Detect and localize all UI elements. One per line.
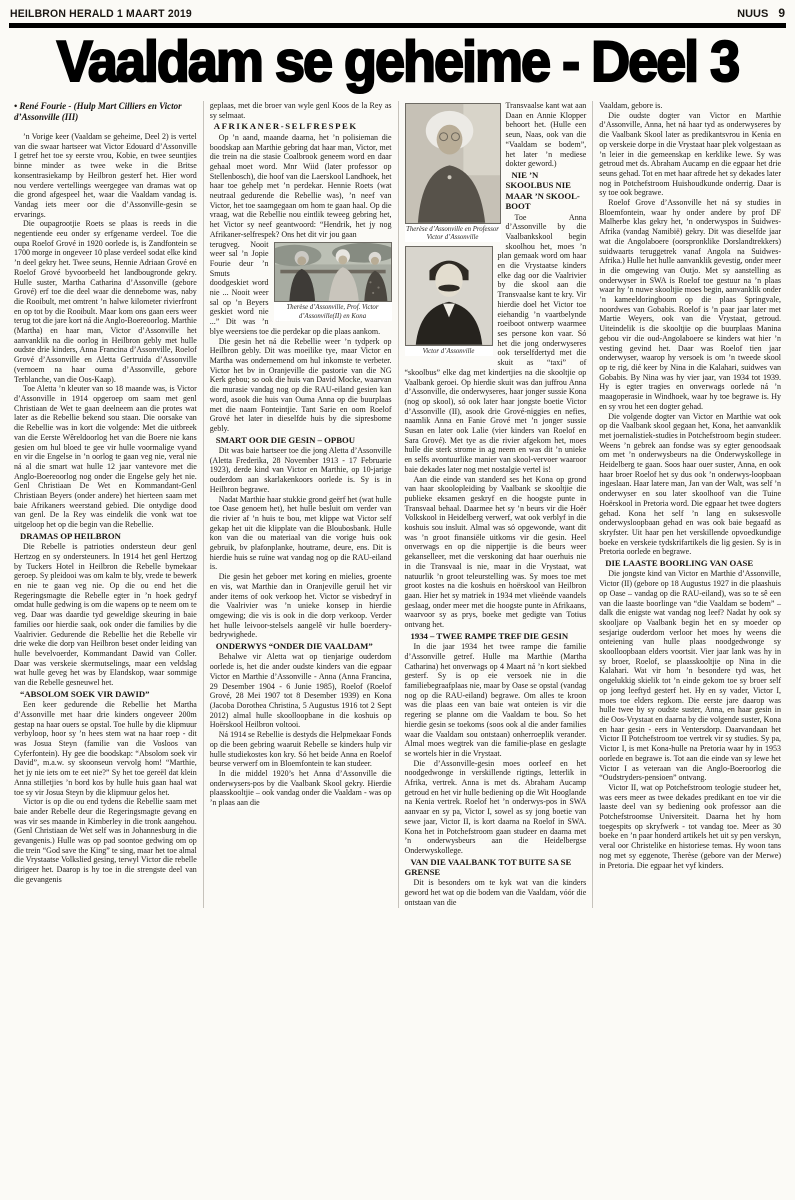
subheading-1934-twee-rampe: 1934 – TWEE RAMPE TREF DIE GESIN <box>410 630 569 641</box>
photo-caption: Therèse d’Assonville en Professor Victor d’Assonville <box>406 225 499 241</box>
photo-caption: Victor d’Assonville <box>422 347 475 355</box>
paragraph: Victor is op die ou end tydens die Rebellie saam met baie ander Rebelle deur die Regeringsmagte gevang en was vir ses maande in Kimberley in die tronk aangehou. (Genl Christiaan de Wet self was in Johannesburg in die gevangenis.) Hulle was op pad soontoe gedwing om op die trein “God save the King” te sing, maar het toe almal die Vrystaatse Volkslied gesing, terwyl Victor die rebelle dirigeer het. Daarop is hy toe in die strengste deel van die gevangenis <box>14 797 197 884</box>
paragraph: ’n Vorige keer (Vaaldam se geheime, Deel 2) is vertel van die swaar hartseer wat Victor Edouard d’Assonville I getref het toe sy eerste vrou, Kobie, en twee seuntjies binne minder as twee weke in die Britse konsentrasiekamp by Heilbron gesterf het. Hier word nou verdere vertellings weergegee van dramas wat op die grond afgespeel het, waar die Vaaldam vandag is. Vandag iets meer oor die d’Assonville-gesin se ervarings. <box>14 132 197 219</box>
masthead-right <box>737 6 785 20</box>
masthead-rule <box>9 23 786 28</box>
subheading-onderwys-onder-die-vaaldam: ONDERWYS “ONDER DIE VAALDAM” <box>215 641 373 652</box>
paragraph: Vaaldam, gebore is. <box>599 101 663 110</box>
photo-victor-portrait <box>405 246 493 356</box>
masthead-section: NUUS <box>737 8 769 20</box>
paragraph: Toe Anna d’Assonville by die Vaalbankskool begin skoolhou het, moes ’n plan gemaak word om haar en die Vrystaatse kinders elke dag oor die Vaalrivier by die skool aan die Transvaalse kant te kry. Vir hierdie doel het Victor toe eiehandig ’n vaartbelynde roeiboot ontwerp waarmee ses persone kon vaar. Só het die jong onderwyseres ook terselfdertyd met die skuit as “taxi” of “skoolbus” elke dag met kindertjies na die skooltjie op Vaalbank geroei. Op hierdie skuit was dan juffrou Anna d’Assonville, die onderwyseres, haar jonger sussie Kona (nog op skool), só ook later haar jongste boetie Victor d’Assonville (II), asook drie Grové-niggies en nefies, naamlik Anna en Fanie Grové met ’n jonger sussie Susan en later ook Lalie (vier kinders van Roelof en Sara Grové). Met tye as die rivier afgekom het, moes hulle die sterk strome in ag neem en was dit ’n unieke en selfs avontuurlike manier van skool-vervoer waaroor baie dekades later nog met nostalgie vertel is! <box>404 212 587 474</box>
paragraph: Een keer gedurende die Rebellie het Martha d’Assonville met haar drie kinders ongeveer 200m gestap na haar ouers se opstal. Toe hulle by die klipmuur verbyloop, hoor sy ’n hees stem wat na haar roep - dit was Josua Steyn (familie van die Vosloos van Cyferfontein). Hy gee die boodskap: “Absolom soek vir David”, m.a.w. sy skoonseun vervolg hom! “Marthie, het jy nie iets om te eet nie?” Sy het toe gereël dat klein Anna stilletjies ’n bord kos by hulle huis gaan haal wat toe sy vir Josua Steyn by die klipmuur gelos het. <box>14 700 197 797</box>
column-3 <box>398 101 593 908</box>
column-2 <box>203 101 398 908</box>
photo-victor-portrait-image <box>405 246 493 346</box>
subheading-van-die-vaalbank: VAN DIE VAALBANK TOT BUITE SA SE GRENSE <box>404 856 572 878</box>
paragraph: Ná 1914 se Rebellie is destyds die Helpmekaar Fonds op die been gebring waaruit Rebelle se kinders hulp vir hulle studiekostes kon kry. Só het beide Anna en Roelof beurse verwerf om in Bloemfontein te kan studeer. <box>209 730 392 769</box>
photo-therese-and-professor-image <box>405 103 501 224</box>
paragraph: Victor II, wat op Potchefstroom teologie studeer het, was eers meer as twee dekades predikant en toe vir die laaste deel van sy bediening ook professor aan die Potchefstroomse Universiteit. Daarna het hy hom toegespits op skryfwerk - tot vandag toe. Meer as 30 boeke en ’n paar honderd artikels het uit sy pen verskyn, veral oor Christelike en historiese temas. Hy woon tans nog met sy eggenote, Therèse (gebore van der Merwe) in Pretoria. Die egpaar het vyf kinders. <box>599 782 781 870</box>
subheading-die-laaste-boorling: DIE LAASTE BOORLING VAN OASE <box>605 558 754 569</box>
masthead-page-number: 9 <box>778 6 785 20</box>
masthead-title: HEILBRON HERALD 1 MAART 2019 <box>10 8 192 20</box>
paragraph: Roelof Grove d’Assonville het ná sy studies in Bloemfontein, waar hy onder andere by prof DF Malherbe klas gekry het, ’n onderwyspos in Suidwes-Afrika (vandag Namibië) gekry. Dit was dieselfde jaar wat die Angolaboere (oorspronklike Dorslandtrekkers) suidwaarts teruggetrek vanaf Angola na Suidwes-Afrika.) Hulle het hulle aanvanklik gevestig, onder meer in die omgewing van Outjo. Met sy aanstelling as onderwyser in SWA is Roelof toe gestuur na ’n plaas waar hy ’n nuwe skooltjie moes begin, aanvanklik onder ’n kameeldoringboom op die plaas Springvale, noordwes van Gobabis. Roelof is ’n paar jaar later met Martie Weyers, ook van die Vrystaat, getroud. Uiteindelik is die skooltjie op die buurplaas Manina gebou vir die oud-Angolaboere se kinders wat hier ’n vesting gevind het. Daar was Roelof tien jaar onderwyser, waarop hy versoek is om ’n tweede skool op te rig, dié keer by Nina in die Kalahari, suidwes van Gobabis. By Nina was hy vier jaar, van 1934 tot 1939. Hy is egter tragies en onverwags oorlede ná ’n maagoperasie in Windhoek, waar hy toe begrawe is. Hy en sy vrou het een dogter gehad. <box>599 198 781 411</box>
article-columns <box>0 95 795 908</box>
byline: • René Fourie - (Hulp Mart Cilliers en Victor d’Assonville (III) <box>14 101 182 122</box>
paragraph: Die volgende dogter van Victor en Marthie wat ook op die Vaalbank skool gegaan het, Kona, het aanvanklik met joernalistiek-studies in Potchefstroom begin studeer. Weens ’n gebrek aan fondse was sy egter genoodsaak om met ’n onderwysbeurs na die Onderwyskollege in Heidelberg te gaan. Soos haar ouer suster, Anna, en ook haar broer Roelof het sy dus ook ’n onderwys-loopbaan ingeslaan. Haar latere man, Jan van der Walt, was self ’n onderwyser en sou later skoolhoof van die Tuine Hoërskool in Pretoria word. Die egpaar het twee dogters gehad. Kona het self ’n lang en suksesvolle onderwysloopbaan gehad en was ook baie begaafd as skryfster. Uit haar pen het verskillende opvoedkundige boeke en verskeie tydskrifartikels die lig gesien. Sy is in Pretoria oorlede en begrawe. <box>599 411 781 557</box>
paragraph: Die gesin het geboer met koring en mielies, groente en vis, wat Marthie dan in Oranjeville geruil het vir ander items of ook verkoop het. Victor se visbedryf in die Vaalrivier was ’n unieke konsep in hierdie omgewing; die vis is ook in die dorp verkoop. Verder het hulle leivoor-stelsels aangelê vir hulle boerdery-bedrywighede. <box>209 572 392 640</box>
photo-family-bench <box>274 242 392 321</box>
paragraph: Die d’Assonville-gesin moes oorleef en het noodgedwonge in verskillende rigtings, letterlik in Afrika, vertrek. Anna is met ds. Abraham Aucamp getroud en het vir hulle bediening op die Wit Hooglande na Kenia vertrek. Roelof het ’n onderwys-pos in SWA aanvaar en sy pa, Victor I, sowel as sy jong boetie van sewe jaar, Victor II, is kort daarna na Roelof in SWA. Kona het in Potchefstroom gaan studeer en daarna met ’n onderwysbeurs aan die Heidelbergse Onderwyskollege. <box>404 758 587 855</box>
paragraph: Aan die einde van standerd ses het Kona op grond van haar skoolopleiding by Vaalbank se skooltjie die publieke eksamen geskryf en die hoogste punte in Transvaal behaal. Daarmee het sy ’n beurs vir die Hoër Volkskool in Heidelberg verwerf, wat ook verblyf in die koshuis sou insluit. Almal was só opgewonde, want dit was ’n groot finansiële uitkoms vir die gesin. Heel onverwags en op die nippertjie is die beurs weer gekanselleer, met die verskoning dat haar ouerhuis nie in die Transvaal is nie, maar in die Vrystaat, wat natuurlik ’n groot teleurstelling was. Sy moes toe met groot kostes na die koshuis en hoërskool van Heilbron gaan. Hier het sy matriek in 1934 met vlieënde vaandels geslaag, onder meer met die hoogste punte in Afrikaans, waarvoor sy as prys, boeke met gedigte van Totius ontvang het. <box>404 474 587 630</box>
column-1 <box>8 101 203 908</box>
article-headline: Vaaldam se geheime - Deel 3 <box>56 29 739 94</box>
photo-family-bench-image <box>274 242 392 303</box>
paragraph: Die Rebelle is patrioties ondersteun deur genl Hertzog en sy ondersteuners. In 1914 het genl Hertzog by Tuckers Hotel in Heilbron die Rebelle bymekaar geroep. Sy pleidooi was om kalm te bly, vrede te bewerk en nie te gaan veg nie. Op die ou end het die Regeringsmagte die Rebelle egter in ’n hoek gedryf omdat hulle gedwing is om die wapens op te neem om te veg. Daar was daardie tyd geweldige skeuring in baie families oor hierdie saak, ook onder die families by die Vaalrivier. Gedurende die Rebellie het die Rebelle vir drie weke die dorp van Heilbron beset onder leiding van hulle bevelvoerder, Kommandant Dawid van Coller. Daar was verskeie skermutselings, maar een veldslag wat hulle geveg het was by Elandskop, waar sommige van die Rebelle gesneuwel het. <box>14 542 197 688</box>
paragraph: Op ’n aand, maande daarna, het ’n polisieman die boodskap aan Marthie gebring dat haar man, Victor, met die trein na die stasie Coalbrook geneem word en daar gehaal moet word. Mnr Wiid (later professor op Stellenbosch), die hoof van die Laerskool Landhoek, het haar toe gehelp met ’n perdekar. Hennie Roets (wat neutraal gedurende die Rebellie was), ’n neef van Victor, het toe saamgegaan om hom te gaan haal. Op die vraag, wat die Rebellie nou eintlik teweeg gebring het, het Victor sy neef geantwoord: “Hendrik, het jy nog Afrikaner-selfrespek? Ons het dit vir jou gaan <box>209 132 392 239</box>
subheading-absolom-soek-vir-dawid: “ABSOLOM SOEK VIR DAWID” <box>20 688 150 699</box>
paragraph: Behalwe vir Aletta wat op tienjarige ouderdom oorlede is, het die ander oudste kinders van die egpaar Victor en Marthie d’Assonville - Anna (Anna Francina, 29 Desember 1904 - 6 Junie 1985), Roelof (Roelof Grové, 28 Mei 1907 tot 8 Desember 1939) en Kona (Jacoba Dorothea Christina, 5 Augustus 1916 tot 2 Sept 2012) almal hulle skoolloopbane in die koshuis op Hoërskool Heilbron voltooi. <box>209 652 392 730</box>
paragraph: In die middel 1920’s het Anna d’Assonville die onderwysers-pos by die Vaalbank Skool gekry. Hierdie plaasskooltjie – ook vandag onder die Vaaldam - was op ’n plaas aan die <box>209 768 392 808</box>
paragraph: Toe Aletta ’n kleuter van so 18 maande was, is Victor d’Assonville in 1914 opgeroep om saam met genl Christiaan de Wet te gaan deelneem aan die protes wat later as die Rebellie bekend sou staan. Die oorsake van die Rebellie was in kort die volgende: Met die uitbreek van die Eerste Wêreldoorlog het van die Boere nie kans gesien om hul bloed te gee vir hulle voormalige vyand en vir die Engelse in ’n oorlog te gaan veg nie, veral nie ná al die smart wat hulle 12 jaar vantevore met die Anglo-Boereoorlog nog onder die Engelse gely het nie. Genl Christiaan De Wet en Kommandant-Genl Christiaan Beyers (onder andere) het hierteen saam met baie Afrikaners weerstand gebied. Die ontydige dood van genl. De la Rey was eindelik die vonk wat toe uitgeloop het op die begin van die Rebellie. <box>14 384 197 530</box>
photo-caption: Therèse d’Assonville, Prof. Victor d’Assonville(II) en Kona <box>286 304 379 320</box>
subheading-dramas-op-heilbron: DRAMAS OP HEILBRON <box>20 530 121 541</box>
paragraph: Die jongste kind van Victor en Marthie d’Assonville, Victor (II) (gebore op 18 Augustus 1927 in die plaashuis op Oase – vandag op die RAU-eiland), was so te sê een van die laaste boorlinge van “die Vaaldam se bodem” – dalk die enigste wat vandag nog leef? Nadat hy ook sy skooljare op Vaalbank begin het en sy moeder op sesjarige ouderdom verloor het moes hy weens die onteiening van hulle plaas noodgedwonge sy skoolloopbaan elders voortsit. Vier jaar lank was hy in sy broer, Roelof, se plaasskooltjie op Nina in die Kalahari. Wat vir hom ’n besondere tyd was, het ongelukkig skielik tot ’n einde gekom toe sy broer self op jong leeftyd gesterf het. Hy en sy vader, Victor I, moes toe elders regkom. Die eerste jare daarop was hulle twee by sy oudste suster, Anna, en haar gesin in die Oos-Vrystaat en daarna by die volgende suster, Kona en haar gesin - eers in Ventersdorp. Daarvandaan het Victor II Potchefstroom toe vertrek vir sy studies. Sy pa, Victor I, is met Kona-hulle na Pretoria waar hy in 1953 oorlede en begrawe is. Tot aan die einde van sy lewe het Victor I as veteraan van die Anglo-Boeroorlog die “Oudstryders-pensioen” ontvang. <box>599 569 781 783</box>
paragraph: Die oudste dogter van Victor en Marthie d’Assonville, Anna, het ná haar tyd as onderwyseres by die Vaalbank Skool later as predikantsvrou in Kenia en op verskeie dorpe in die Vrystaat haar plek volgestaan as ’n leier in die gemeenskap en kerklike lewe. Sy was getroud met ds. Abraham Aucamp en die egpaar het drie seuns gehad. Tot en met haar aftrede het sy dekades later nog in Potchefstroom Huishoudkunde onderrig. Daar is sy toe ook begrawe. <box>599 110 782 198</box>
subheading-afrikaner-selfrespek: AFRIKANER-SELFRESPEK <box>213 121 358 132</box>
paragraph: Dit is besonders om te kyk wat van die kinders geword het wat op die bodem van die Vaaldam, vóór die ontstaan van die <box>404 878 587 907</box>
paragraph: Transvaalse kant wat aan Daan en Annie Klopper behoort het. (Hulle een seun, Naas, ook van die “Vaaldam se bodem”, het later ’n mediese dokter geword.) <box>505 101 587 169</box>
subheading-smart-oor-die-gesin: SMART OOR DIE GESIN – OPBOU <box>215 434 356 445</box>
paragraph: Dit was baie hartseer toe die jong Aletta d’Assonville (Aletta Frederika, 28 November 1913 - 17 Februarie 1923), derde kind van Victor en Marthie, op 10-jarige ouderdom aan skarlakenkoors oorlede is. Sy is in Heilbron begrawe. <box>209 446 392 494</box>
paragraph: Die oupagrootjie Roets se plaas is reeds in die negentiende eeu onder sy erfgename verdeel. Toe die oupa Roelof Grové in 1920 oorlede is, is Zandfontein se 1700 morge in ongeveer 10 plase verdeel sodat elke kind ’n deel gekry het. Twee seuns, Hennie Adriaan Grové en Roelof Grové byvoorbeeld het landbougronde gekry. Hulle suster, Martha Catharina d’Assonville (gebore Grové) erf toe die deel waar die dennebome was, naby die Rooibult, met omtrent ’n halwe kilometer rivierfront en op tot by die Rooibult. Maar kom ons gaan eers weer terug tot die jare kort ná die Anglo-Boereoorlog. Marthie (Martha) en haar man, Victor d’Assonville het aanvanklik na die oorlog in Heilbron gebly met hulle oudste drie kinders, Anna Francina d’Assonville, Roelof Grové d’Assonville en Aletta Gertruida d’Assonville (vernoem na haar ouma d’Assonville, gebore Terblanche, van die Oos-Kaap). <box>14 219 197 384</box>
photo-therese-and-professor <box>405 103 501 242</box>
paragraph: Die gesin het ná die Rebellie weer ’n tydperk op Heilbron gebly. Dit was moeilike tye, maar Victor en Martha was ondernemend om hul inkomste te verbeter. Victor het bv in Oranjeville die pastorie van die NG Kerk gebou; so ook die huis van David Mocke, waarvan die murasie vandag nog op die RAU-eiland gesien kan word, asook die huis van Ouma Anna op die buurplaas met die naam Fonteintjie. Tant Sarie en oom Roelof Grové het later in dieselfde huis by die sipresbome gebly. <box>209 336 392 433</box>
paragraph: In die jaar 1934 het twee rampe die familie d’Assonville getref. Hulle ma Marthie (Martha Catharina) het onverwags op 4 Maart ná ’n kort siekbed gesterf. Sy is op eie versoek nie in die familiebegraafplaas nie, maar by Oase se opstal (vandag nog op die RAU-eiland) begrawe. Om alles te kroon was die plaas een van baie wat onteien is vir die regering se planne om die Vaaldam te bou. So het hierdie gesin se toekoms (soos ook al die ander families waar die Vaaldam sou ontstaan) onherroeplik verander. Almal moes wegtrek van die familie-plase en geslagte se wortels hier in die Vrystaat. <box>404 642 587 758</box>
subheading-nie-n-skoolbus: NIE ’N SKOOLBUS NIE MAAR ’N SKOOL-BOOT <box>505 169 580 212</box>
masthead <box>0 0 795 21</box>
paragraph: Nadat Marthie haar stukkie grond geërf het (wat hulle toe Oase genoem het), het hulle besluit om verder van die rivier af ’n huis te bou, met klippe wat Victor self gekap het uit die klipplate van die Bloubosbank. Hulle kon van die ou materiaal van die vorige huis ook gebruik, bv plafonplanke, houtrame, deure, ens. Dit is hierdie huis se ruïne wat vandag nog op die RAU-eiland is. <box>209 494 392 572</box>
column-4 <box>592 101 787 908</box>
paragraph: geplaas, met die broer van wyle genl Koos de la Rey as sy selmaat. <box>209 101 392 120</box>
paragraph: terugveg. Nooit weer sal ’n Jopie Fourie deur ’n Smuts doodgeskiet word nie ... Nooit weer sal op ’n Beyers geskiet word nie ...” Dit was ’n blye weersiens toe die perdekar op die plaas aankom. <box>209 239 381 336</box>
